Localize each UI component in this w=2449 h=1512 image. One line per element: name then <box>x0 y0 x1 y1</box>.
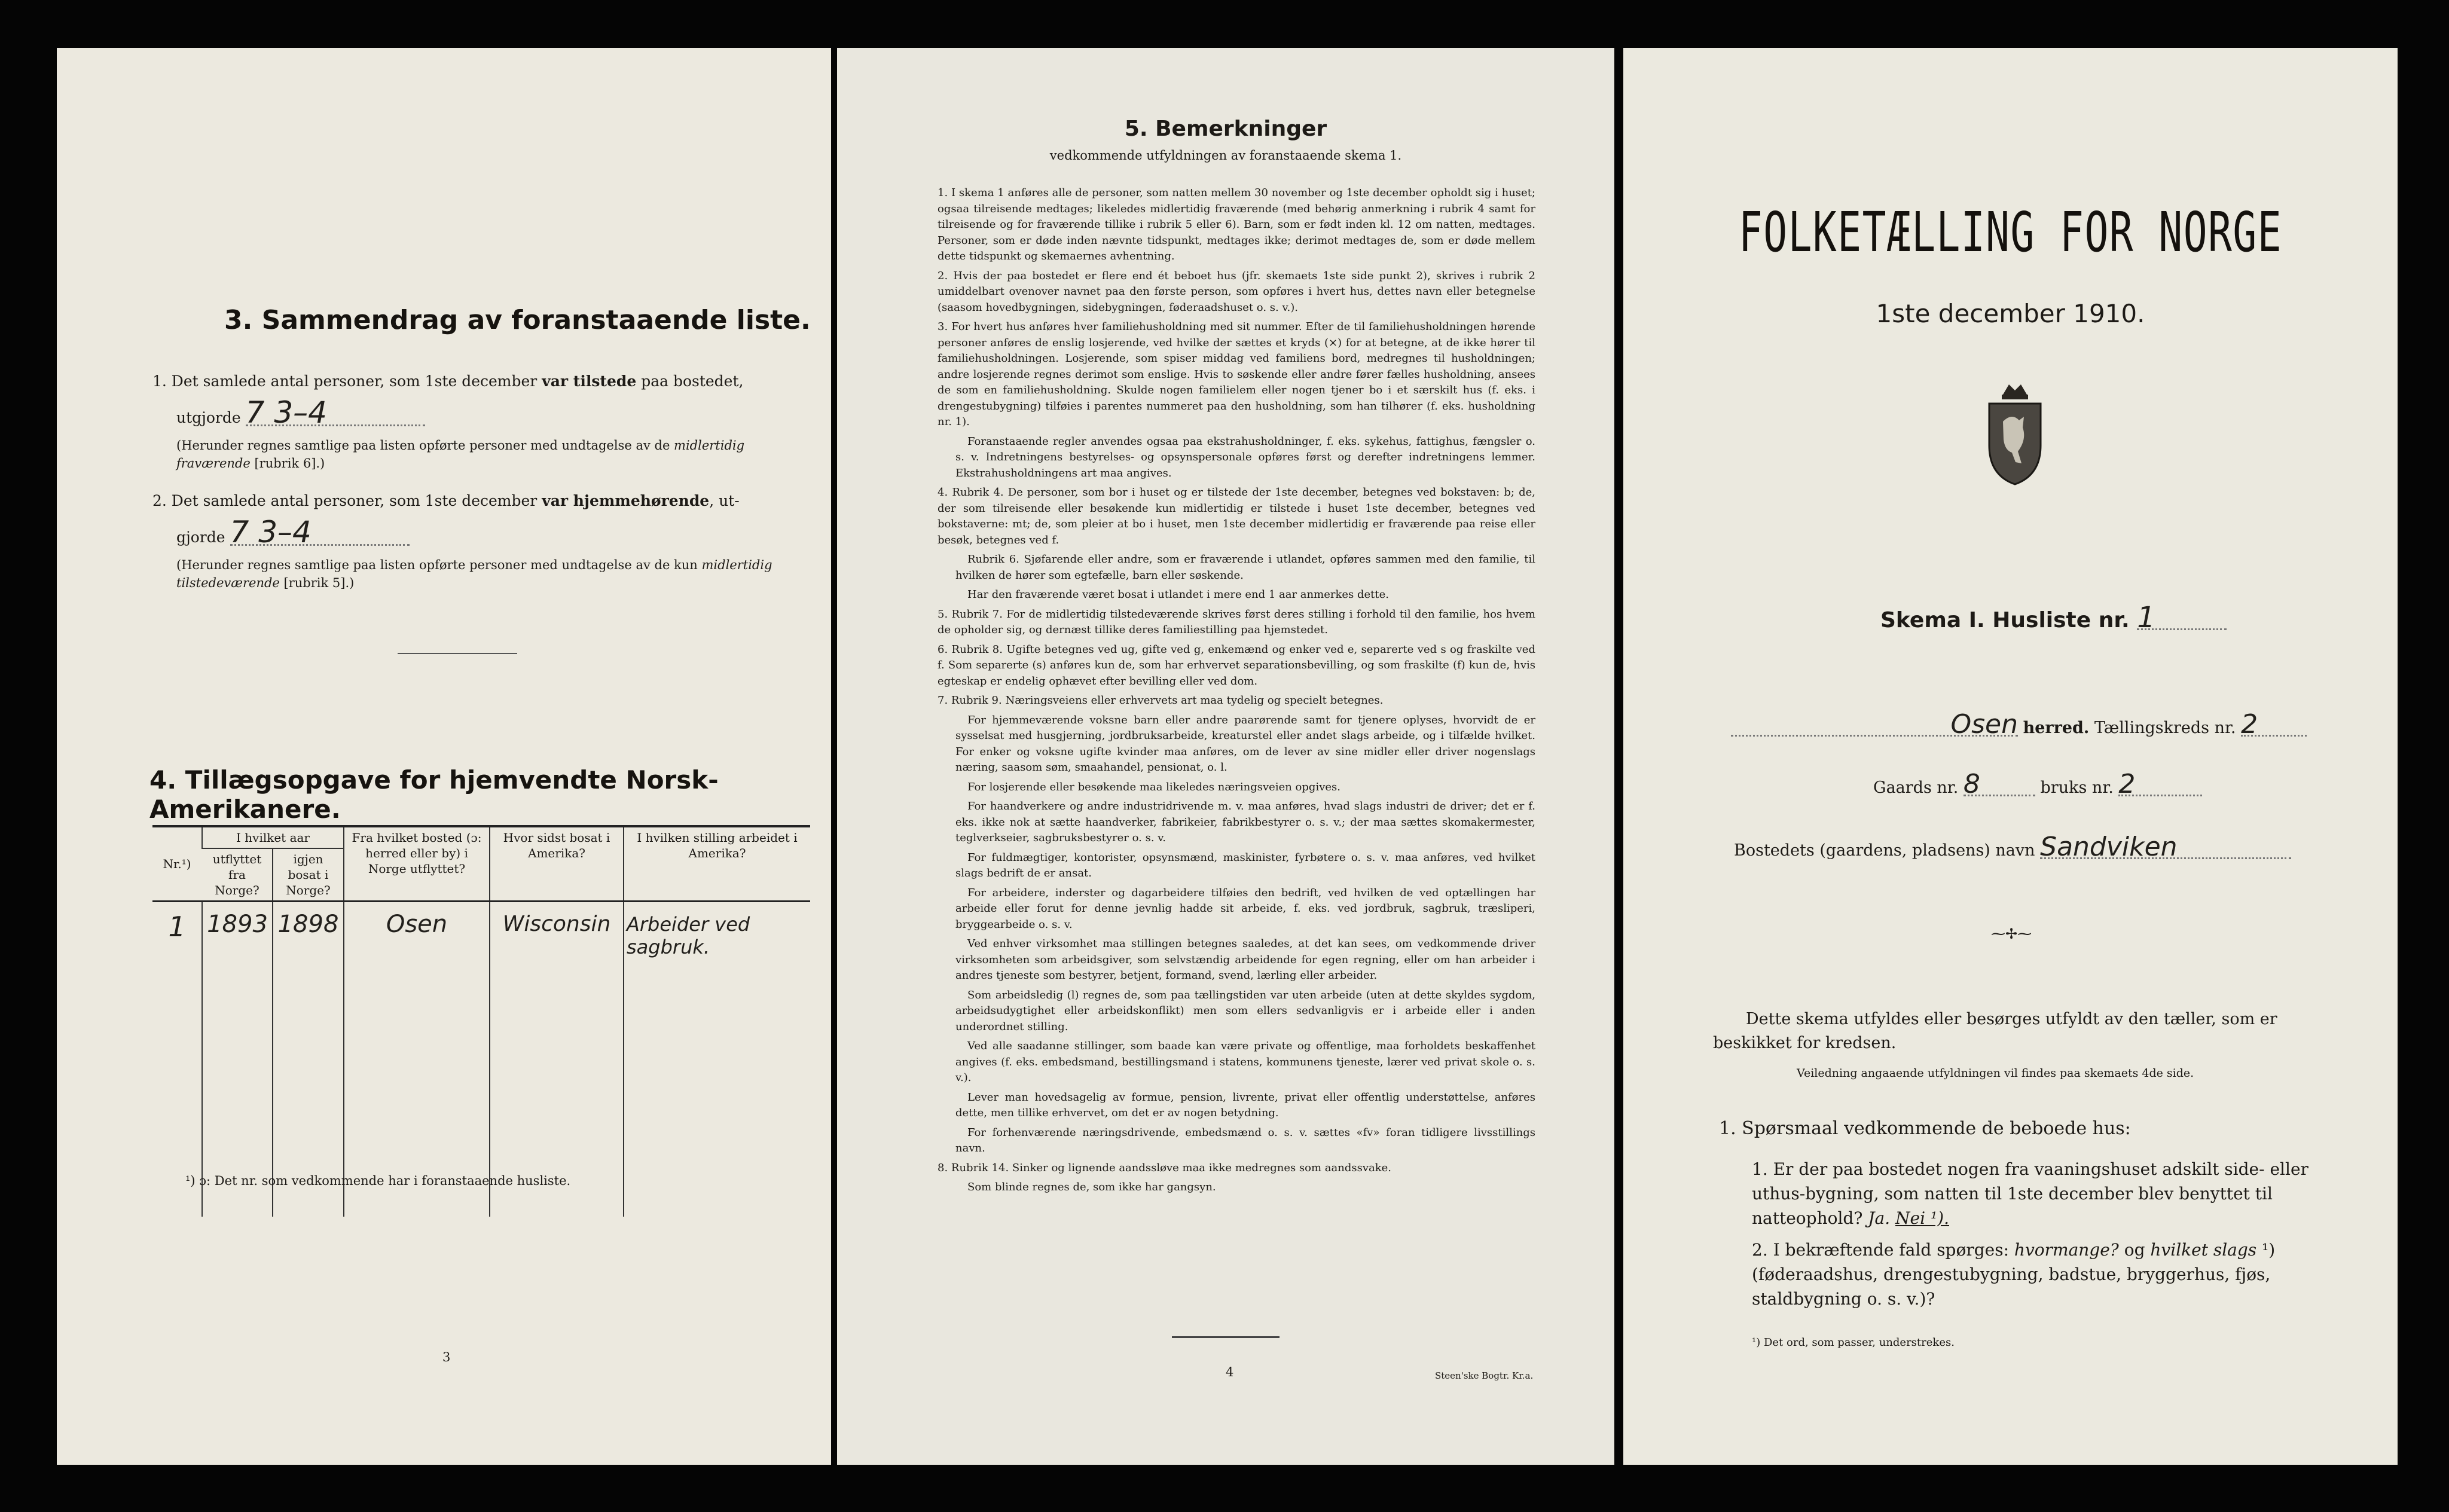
section3-item2-line: gjorde 7 3–4 <box>176 520 410 548</box>
table-row <box>152 1073 810 1111</box>
norsk-amerikanere-table <box>152 825 810 1217</box>
table-row <box>152 902 810 959</box>
remarks-subtitle: vedkommende utfyldningen av foranstaaende skema 1. <box>1049 148 1402 163</box>
remark-item: For hjemmeværende voksne barn eller andre paarørende samt for tjenere oplyses, hvorvidt de er sysselsat med husgjerning, jordbruksarbeide, kreaturstel eller andet slags arbeide, og i tilfælde hvilket. For enker og voksne ugifte kvinder maa anføres, om de lever av sine midler eller driver nogenslags næring, saasom søm, smaahandel, pensionat, o. l. <box>955 713 1535 774</box>
section3-item2-note: (Herunder regnes samtlige paa listen opførte personer med undtagelse av de kun midlertidig tilstedeværende [rubrik 5].) <box>176 558 772 590</box>
page-right <box>1623 48 2398 1465</box>
remark-item: For haandverkere og andre industridrivende m. v. maa anføres, hvad slags industri de driver; det er f. eks. ikke nok at sætte haandverker, fabrikeier, fabrikbestyrer o. s. v.; der maa sættes skomakermester, teglverkseier, sagbruksbestyrer o. s. v. <box>955 800 1535 844</box>
remark-item: 4. Rubrik 4. De personer, som bor i huset og er tilstede der 1ste december, betegnes ved bokstaven: b; de, der som tilreisende eller besøkende kun midlertidig er tilstede i huset 1ste december, betegnes ved bokstaverne: mt; de, som pleier at bo i huset, men 1ste december midlertidig er fraværende paa reise eller besøk, betegnes ved f. <box>938 486 1535 546</box>
remarks-list <box>938 185 1535 1199</box>
section4-footnote: ¹) ɔ: Det nr. som vedkommende har i foranstaaende husliste. <box>185 1174 571 1188</box>
question-1: 1. Er der paa bostedet nogen fra vaaningshuset adskilt side- eller uthus-bygning, som natten til 1ste december blev benyttet til natteophold? Ja. Nei ¹). <box>1752 1159 2308 1228</box>
ornament-icon: ⁓✢⁓ <box>1991 925 2032 942</box>
item1-count-value: 7 3–4 <box>246 401 425 426</box>
census-date: 1ste december 1910. <box>1876 299 2145 328</box>
gaards-value: 8 <box>1964 774 2035 796</box>
section3-item2: 2. Det samlede antal personer, som 1ste december var hjemmehørende, ut- <box>152 492 740 509</box>
questions-header: 1. Spørsmaal vedkommende de beboede hus: <box>1719 1118 2131 1139</box>
bosted-line: Bostedets (gaardens, pladsens) navn Sandviken <box>1734 837 2291 860</box>
row-nr: 1 <box>168 911 186 943</box>
divider <box>1172 1336 1280 1338</box>
remark-item: For arbeidere, inderster og dagarbeidere tilføies den bedrift, ved hvilken de ved optællingen har arbeide eller forut for denne jevnlig hadde sit arbeide, f. eks. ved jordbruk, sagbruk, træsliperi, bryggearbeide o. s. v. <box>955 886 1535 931</box>
remark-item: Rubrik 6. Sjøfarende eller andre, som er fraværende i utlandet, opføres sammen med den familie, til hvilken de hører som egtefælle, barn eller søskende. <box>955 553 1535 582</box>
remark-item: 2. Hvis der paa bostedet er flere end ét beboet hus (jfr. skemaets 1ste side punkt 2), skrives i rubrik 2 umiddelbart ovenover navnet paa den første person, som opføres i hvert hus, dettes navn eller betegnelse (saasom hovedbygningen, sidebygningen, føderaadshuset o. s. v.). <box>938 269 1535 314</box>
table-row <box>152 958 810 997</box>
herred-value: Osen <box>1731 714 2018 737</box>
herred-line: Osen herred. Tællingskreds nr. 2 <box>1731 714 2307 737</box>
main-title: FOLKETÆLLING FOR NORGE <box>1738 200 2283 264</box>
page-number: 4 <box>1226 1365 1234 1379</box>
remark-item: 7. Rubrik 9. Næringsveiens eller erhvervets art maa tydelig og specielt betegnes. <box>938 694 1384 707</box>
remark-item: Ved enhver virksomhet maa stillingen betegnes saaledes, at det kan sees, om vedkommende driver virksomheten som arbeidsgiver, som selvstændig arbeidende for egen regning, eller om han arbeider i andres tjeneste som bestyrer, betjent, formand, svend, lærling eller arbeider. <box>955 937 1535 982</box>
row-returned: 1898 <box>273 902 344 959</box>
bruks-value: 2 <box>2118 774 2202 796</box>
printer-mark: Steen'ske Bogtr. Kr.a. <box>1435 1370 1534 1381</box>
remark-item: For forhenværende næringsdrivende, embedsmænd o. s. v. sættes «fv» foran tidligere livsstillings navn. <box>955 1126 1535 1154</box>
section3-title: 3. Sammendrag av foranstaaende liste. <box>224 305 811 335</box>
remark-item: Lever man hovedsagelig av formue, pension, livrente, privat eller offentlig understøttelse, anføres dette, men tillike erhvervet, om det er av nogen betydning. <box>955 1091 1535 1119</box>
remark-item: 5. Rubrik 7. For de midlertidig tilstedeværende skrives først deres stilling i forhold til den familie, hos hvem de opholder sig, og dernæst tillike deres familiestilling paa hjemstedet. <box>938 607 1535 636</box>
page-middle <box>837 48 1614 1465</box>
remark-item: For losjerende eller besøkende maa likeledes næringsveien opgives. <box>967 780 1340 793</box>
intro-text: Dette skema utfyldes eller besørges utfyldt av den tæller, som er beskikket for kredsen. <box>1713 1010 2277 1052</box>
page-number: 3 <box>442 1350 451 1364</box>
remark-item: Har den fraværende været bosat i utlandet i mere end 1 aar anmerkes dette. <box>967 588 1389 601</box>
krets-value: 2 <box>2241 714 2307 737</box>
col-last: Hvor sidst bosat i Amerika? <box>490 826 624 902</box>
section3-item1-line: utgjorde 7 3–4 <box>176 401 425 429</box>
item2-count-value: 7 3–4 <box>230 520 410 546</box>
table-row <box>152 1111 810 1150</box>
col-job: I hvilken stilling arbeidet i Amerika? <box>624 826 810 902</box>
veiledning-text: Veiledning angaaende utfyldningen vil findes paa skemaets 4de side. <box>1797 1067 2194 1080</box>
husliste-nr-value: 1 <box>2137 607 2227 630</box>
table-row <box>152 997 810 1035</box>
skema-line: Skema I. Husliste nr. 1 <box>1880 607 2227 633</box>
remark-item: Ved alle saadanne stillinger, som baade kan være private og offentlige, maa forholdets beskaffenhet angives (f. eks. embedsmand, bestillingsmand i statens, kommunens tjeneste, lærer ved privat skole o. s. v.). <box>955 1040 1535 1084</box>
remark-item: 1. I skema 1 anføres alle de personer, som natten mellem 30 november og 1ste december opholdt sig i huset; ogsaa tilreisende medtages; likeledes midlertidig fraværende (med behørig anmerkning i rubrik 4 samt for tilreisende og for fraværende tillike i rubrik 5 eller 6). Barn, som er født inden kl. 12 om natten, medtages. Personer, som er døde inden nævnte tidspunkt, medtages ikke; derimot medtages de, som er døde mellem dette tidspunkt og skemaernes avhentning. <box>938 187 1535 262</box>
section3-item1: 1. Det samlede antal personer, som 1ste december var tilstede paa bostedet, <box>152 372 744 390</box>
coat-of-arms-icon <box>1982 380 2048 487</box>
col-nr: Nr.¹) <box>152 826 202 902</box>
remarks-title: 5. Bemerkninger <box>1124 117 1327 141</box>
question-2: 2. I bekræftende fald spørges: hvormange? og hvilket slags ¹) (føderaadshus, drengestubygning, badstue, bryggerhus, fjøs, staldbygning o. s. v.)? <box>1752 1240 2276 1309</box>
row-emigrated: 1893 <box>202 902 273 959</box>
table-row <box>152 1035 810 1073</box>
divider <box>398 653 517 654</box>
col-year-group: I hvilket aar <box>202 826 344 848</box>
footnote: ¹) Det ord, som passer, understrekes. <box>1752 1336 1955 1349</box>
remark-item: Som blinde regnes de, som ikke har gangsyn. <box>967 1181 1216 1193</box>
remark-item: 8. Rubrik 14. Sinker og lignende aandssløve maa ikke medregnes som aandssvake. <box>938 1161 1392 1174</box>
row-from: Osen <box>344 902 490 959</box>
remark-item: 3. For hvert hus anføres hver familiehusholdning med sit nummer. Efter de til familiehusholdningen hørende personer anføres de enslig losjerende, ved hvilke der sættes et kryds (×) for at betegne, at de ikke hører til familiehusholdningen. Losjerende, som spiser middag ved familiens bord, medregnes til husholdningen; andre losjerende regnes derimot som enslige. Hvis to søskende eller andre fører fælles husholdning, ansees de som en familiehusholdning. Skulde nogen familielem eller nogen tjener bo i et særskilt hus (f. eks. i drengestubygning) tilføies i parentes nummeret paa den husholdning, som han tilhører (f. eks. husholdning nr. 1). <box>938 320 1535 428</box>
bosted-value: Sandviken <box>2040 837 2291 859</box>
col-returned: igjen bosat i Norge? <box>273 848 344 902</box>
remark-item: Som arbeidsledig (l) regnes de, som paa tællingstiden var uten arbeide (uten at dette skyldes sygdom, arbeidsudygtighet eller arbeidskonflikt) men som ellers sedvanligvis er i arbeide eller i anden underordnet stilling. <box>955 988 1535 1033</box>
page-left <box>57 48 831 1465</box>
remark-item: For fuldmægtiger, kontorister, opsynsmænd, maskinister, fyrbøtere o. s. v. maa anføres, ved hvilket slags bedrift de er ansat. <box>955 851 1535 879</box>
row-job: Arbeider ved sagbruk. <box>624 902 810 959</box>
section3-item1-note: (Herunder regnes samtlige paa listen opførte personer med undtagelse av de midlertidig fraværende [rubrik 6].) <box>176 438 745 471</box>
col-emigrated: utflyttet fra Norge? <box>202 848 273 902</box>
col-from: Fra hvilket bosted (ɔ: herred eller by) i Norge utflyttet? <box>344 826 490 902</box>
remark-item: 6. Rubrik 8. Ugifte betegnes ved ug, gifte ved g, enkemænd og enker ved e, separerte ved s og fraskilte ved f. Som separerte (s) anføres kun de, som har erhvervet separationsbevilling, og som fraskilte (f) kun de, hvis egteskap er endelig ophævet efter bevilling eller ved dom. <box>938 643 1535 688</box>
row-last: Wisconsin <box>490 902 624 959</box>
remark-item: Foranstaaende regler anvendes ogsaa paa ekstrahusholdninger, f. eks. sykehus, fattighus, fængsler o. s. v. Indretningens bestyrelses- og opsynspersonale opføres først og derefter indretningens lemmer. Ekstrahusholdningens art maa angives. <box>955 435 1535 479</box>
gaard-line: Gaards nr. 8 bruks nr. 2 <box>1873 774 2202 797</box>
section4-title: 4. Tillægsopgave for hjemvendte Norsk-Amerikanere. <box>149 765 719 824</box>
